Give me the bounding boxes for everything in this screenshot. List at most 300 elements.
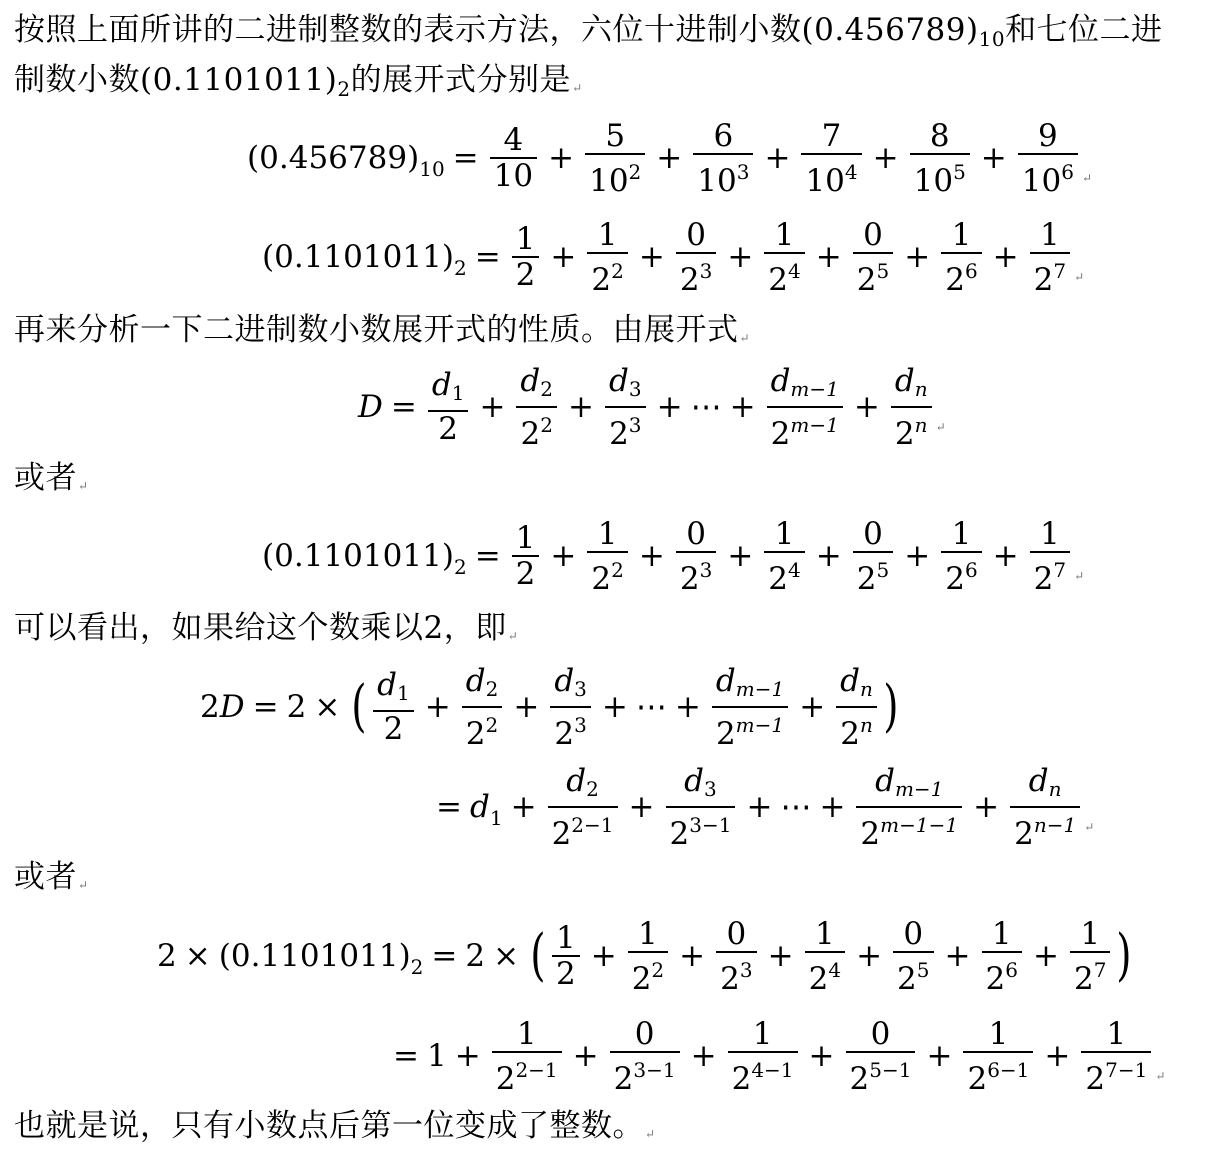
operator: + — [872, 140, 899, 176]
fraction — [805, 917, 845, 996]
numerator — [712, 664, 788, 706]
numerator-base: d — [465, 662, 486, 699]
equation-2d-general-result — [428, 762, 1094, 852]
operator: + — [926, 1038, 953, 1074]
operator: + — [550, 239, 577, 275]
operator: + — [656, 389, 683, 425]
text: 可以看出，如果给这个数乘以2，即 — [14, 610, 507, 646]
numerator-base: 0 — [726, 915, 747, 952]
equation-2d-general — [200, 662, 902, 752]
operator: + — [572, 1038, 599, 1074]
numerator-base: 4 — [503, 122, 524, 158]
numerator — [1034, 119, 1062, 153]
paragraph-conclusion — [14, 1106, 656, 1154]
numerator-base: 1 — [1080, 915, 1101, 952]
denominator-base: 2 — [1033, 261, 1054, 298]
numerator-base: 0 — [903, 915, 924, 952]
fraction — [891, 364, 932, 451]
denominator — [941, 553, 981, 596]
denominator-base: 2 — [849, 1060, 870, 1097]
operator: + — [815, 538, 842, 574]
subscript: 2 — [337, 77, 351, 101]
subscript: 10 — [419, 157, 445, 181]
numerator-base: d — [520, 362, 541, 399]
operator: + — [550, 538, 577, 574]
denominator-base: 10 — [493, 158, 534, 194]
exponent: 6 — [964, 258, 978, 283]
fraction — [728, 1017, 798, 1096]
numerator — [605, 364, 646, 406]
fraction — [605, 364, 646, 451]
denominator — [693, 155, 753, 198]
paragraph-mark: ↵ — [935, 420, 946, 434]
operator: + — [1044, 1038, 1071, 1074]
denominator-base: 2 — [768, 560, 789, 597]
exponent: 4 — [828, 957, 842, 982]
paragraph-mark: ↵ — [1074, 569, 1085, 583]
exponent: 4 — [788, 557, 801, 582]
parenthesis: ( — [530, 923, 546, 988]
numerator — [550, 664, 591, 706]
fraction — [910, 119, 970, 198]
numerator-subscript: 3 — [628, 376, 642, 401]
exponent: 3 — [739, 957, 753, 982]
fraction — [373, 668, 414, 746]
numerator — [771, 218, 799, 252]
exponent: 3−1 — [689, 812, 732, 837]
numerator-base: 1 — [515, 221, 536, 257]
fraction — [1030, 517, 1070, 596]
paragraph-mark: ↵ — [1155, 1069, 1166, 1083]
operator: + — [746, 789, 773, 825]
exponent: 2 — [611, 258, 624, 283]
subscript: 2 — [453, 256, 467, 280]
exponent: 5 — [876, 557, 890, 582]
denominator — [764, 553, 804, 596]
denominator-base: 2 — [1014, 815, 1034, 852]
numerator — [723, 917, 751, 951]
operator: + — [819, 789, 846, 825]
numerator-base: 0 — [686, 515, 706, 552]
operator: = — [474, 239, 501, 275]
denominator — [1081, 1053, 1151, 1096]
denominator — [628, 953, 668, 996]
denominator-base: 10 — [1021, 162, 1062, 199]
numerator — [926, 119, 954, 153]
fraction — [490, 123, 537, 193]
numerator — [1036, 218, 1064, 252]
fraction — [492, 1017, 562, 1096]
operator: + — [904, 538, 931, 574]
operator: + — [628, 789, 655, 825]
text: 再来分析一下二进制数小数展开式的性质。由展开式 — [14, 312, 739, 348]
equation-2x-binary — [157, 911, 1135, 1001]
parenthesis: ( — [351, 674, 367, 739]
paragraph-mark: ↵ — [1084, 820, 1095, 834]
paragraph-mark: ↵ — [78, 479, 89, 493]
numerator — [516, 364, 557, 406]
fraction — [512, 521, 540, 591]
numerator — [871, 764, 947, 806]
text: 也就是说，只有小数点后第一位变成了整数。 — [14, 1108, 644, 1144]
exponent: m−1−1 — [880, 812, 959, 837]
numerator — [512, 521, 540, 555]
operator: + — [767, 938, 794, 974]
numerator-base: 1 — [951, 216, 972, 253]
denominator — [1010, 808, 1080, 851]
paragraph-or-2 — [14, 857, 89, 905]
denominator — [492, 1053, 562, 1096]
denominator-base: 2 — [770, 415, 791, 452]
fraction — [941, 517, 981, 596]
denominator — [1070, 953, 1110, 996]
numerator — [594, 517, 622, 551]
text: 按照上面所讲的二进制整数的表示方法，六位十进制小数(0.456789) — [14, 12, 979, 48]
numerator — [1103, 1017, 1131, 1051]
denominator-base: 2 — [495, 1060, 516, 1097]
denominator — [856, 808, 962, 851]
denominator-base: 2 — [897, 960, 917, 997]
operator: = — [436, 789, 462, 825]
numerator — [634, 917, 662, 951]
fraction — [676, 218, 716, 297]
numerator — [767, 364, 843, 406]
math-text: d — [469, 789, 490, 825]
denominator-base: 2 — [860, 815, 881, 852]
exponent: 4 — [844, 159, 858, 184]
denominator — [891, 408, 932, 451]
numerator-subscript: 2 — [540, 376, 554, 401]
numerator-base: d — [684, 762, 705, 799]
numerator — [859, 517, 887, 551]
numerator — [811, 917, 839, 951]
denominator-base: 2 — [1073, 960, 1094, 997]
numerator-base: 0 — [870, 1015, 891, 1052]
paragraph-mark: ↵ — [739, 331, 751, 345]
operator: + — [656, 140, 683, 176]
numerator-base: 8 — [929, 117, 950, 154]
exponent: n — [859, 712, 873, 737]
fraction — [693, 119, 753, 198]
exponent: 7 — [1053, 557, 1067, 582]
operator: + — [479, 389, 506, 425]
equation-general-expansion — [358, 362, 946, 452]
operator: × — [314, 689, 341, 725]
denominator — [836, 708, 877, 751]
paragraph-analysis — [14, 310, 750, 358]
exponent: 2 — [611, 557, 624, 582]
operator: = — [452, 140, 479, 176]
numerator — [373, 668, 414, 710]
denominator-base: 2 — [515, 556, 536, 592]
denominator — [380, 712, 408, 746]
paragraph-intro-line-1 — [14, 10, 1163, 59]
numerator-base: 9 — [1038, 117, 1058, 154]
operator: + — [1032, 938, 1059, 974]
numerator — [771, 517, 799, 551]
numerator-subscript: 2 — [586, 776, 599, 801]
numerator-base: d — [566, 762, 587, 799]
exponent: 2 — [540, 412, 553, 437]
equation-decimal-expansion — [247, 113, 1092, 203]
operator: = — [431, 938, 458, 974]
operator: + — [568, 389, 594, 425]
numerator — [552, 921, 580, 955]
fraction — [428, 368, 469, 446]
numerator-base: 1 — [638, 915, 658, 952]
numerator — [867, 1017, 895, 1051]
denominator-base: 10 — [589, 162, 629, 199]
denominator — [805, 953, 845, 996]
fraction — [716, 917, 756, 996]
numerator-base: 1 — [1040, 216, 1060, 253]
denominator-base: 2 — [438, 411, 458, 447]
fraction — [666, 764, 736, 851]
math-text: ⋯ — [690, 389, 722, 425]
exponent: 2 — [628, 159, 642, 184]
numerator — [818, 119, 846, 153]
denominator — [585, 155, 645, 198]
equation-binary-expansion-repeat — [262, 511, 1084, 601]
denominator-base: 2 — [520, 415, 541, 452]
denominator-base: 2 — [967, 1060, 988, 1097]
subscript: 1 — [489, 806, 503, 830]
denominator — [676, 254, 716, 297]
operator: × — [184, 938, 211, 974]
fraction — [856, 764, 962, 851]
denominator — [605, 408, 645, 451]
denominator — [676, 553, 716, 596]
denominator — [910, 155, 970, 198]
exponent: 6 — [1005, 957, 1018, 982]
exponent: 2−1 — [515, 1057, 558, 1082]
numerator — [985, 1017, 1013, 1051]
exponent: 3 — [628, 412, 642, 437]
denominator — [853, 553, 893, 596]
numerator-base: 1 — [814, 915, 835, 952]
denominator-base: 2 — [985, 960, 1006, 997]
denominator-base: 2 — [1085, 1060, 1106, 1097]
paragraph-multiply — [14, 608, 518, 656]
fraction — [1081, 1017, 1151, 1096]
text: 和七位二进 — [1005, 12, 1163, 48]
denominator-base: 2 — [945, 560, 965, 597]
math-text: ⋯ — [780, 789, 812, 825]
exponent: 7 — [1093, 957, 1107, 982]
numerator-base: d — [715, 662, 736, 699]
fraction — [585, 119, 645, 198]
fraction — [516, 364, 557, 451]
fraction — [587, 218, 627, 297]
denominator-base: 2 — [551, 815, 572, 852]
numerator — [891, 364, 932, 406]
denominator — [853, 254, 893, 297]
operator: + — [856, 938, 883, 974]
numerator — [836, 664, 877, 706]
numerator — [948, 517, 976, 551]
numerator-subscript: n — [1048, 776, 1062, 801]
numerator — [1076, 917, 1104, 951]
numerator-subscript: m−1 — [735, 676, 785, 701]
numerator — [594, 218, 622, 252]
denominator-base: 2 — [631, 960, 652, 997]
fraction — [1010, 764, 1080, 851]
numerator-base: 1 — [774, 515, 795, 552]
math-text: ⋯ — [635, 689, 667, 725]
denominator-base: 2 — [515, 257, 536, 293]
operator: + — [729, 389, 756, 425]
numerator-base: 1 — [1106, 1015, 1127, 1052]
exponent: m−1 — [790, 412, 839, 437]
exponent: 4−1 — [751, 1057, 794, 1082]
fraction — [628, 917, 668, 996]
operator: + — [992, 538, 1019, 574]
exponent: 5 — [876, 258, 890, 283]
math-text: 2D — [200, 689, 245, 725]
denominator-base: 2 — [591, 261, 612, 298]
numerator-base: 0 — [863, 515, 883, 552]
exponent: 6−1 — [987, 1057, 1030, 1082]
denominator — [548, 808, 618, 851]
numerator-subscript: 1 — [397, 681, 410, 705]
operator: + — [980, 140, 1007, 176]
numerator-subscript: 3 — [704, 776, 717, 801]
operator: + — [764, 140, 791, 176]
numerator — [859, 218, 887, 252]
denominator — [462, 708, 502, 751]
numerator — [1025, 764, 1066, 806]
denominator-base: 2 — [856, 560, 877, 597]
numerator-base: 1 — [597, 515, 618, 552]
paragraph-mark: ↵ — [78, 878, 89, 892]
denominator — [552, 957, 580, 991]
equation-binary-expansion — [262, 212, 1084, 302]
operator: + — [510, 789, 537, 825]
parenthesis: ) — [883, 674, 899, 739]
exponent: 2−1 — [571, 812, 614, 837]
numerator-base: d — [609, 362, 629, 399]
operator: = — [390, 389, 417, 425]
exponent: 3 — [699, 557, 713, 582]
operator: + — [815, 239, 842, 275]
numerator-base: d — [894, 362, 915, 399]
numerator-base: d — [377, 667, 398, 703]
math-text: 2 — [157, 938, 177, 974]
numerator-base: 0 — [634, 1015, 655, 1052]
math-text: 1 — [426, 1038, 447, 1074]
denominator-base: 2 — [894, 415, 915, 452]
operator: + — [601, 689, 628, 725]
operator: = — [252, 689, 279, 725]
paragraph-mark: ↵ — [645, 1127, 656, 1141]
numerator-subscript: 1 — [451, 381, 465, 405]
numerator — [899, 917, 927, 951]
numerator-base: 1 — [752, 1015, 773, 1052]
exponent: 3 — [699, 258, 713, 283]
numerator-base: d — [431, 367, 452, 403]
operator: + — [727, 239, 754, 275]
denominator — [846, 1053, 916, 1096]
numerator-base: 1 — [774, 216, 795, 253]
numerator-base: 1 — [555, 920, 576, 956]
paragraph-mark: ↵ — [507, 629, 519, 643]
denominator — [1030, 254, 1070, 297]
denominator — [512, 258, 540, 292]
operator: + — [690, 1038, 717, 1074]
numerator-subscript: m−1 — [790, 376, 839, 401]
text: 制数小数(0.1101011) — [14, 62, 338, 98]
math-text: 2 — [465, 938, 486, 974]
numerator — [562, 764, 603, 806]
operator: + — [638, 538, 665, 574]
fraction — [764, 517, 804, 596]
denominator — [728, 1053, 798, 1096]
paragraph-or-1 — [14, 458, 89, 506]
parenthesis: ) — [1116, 923, 1133, 988]
numerator-base: 6 — [713, 117, 734, 154]
fraction — [941, 218, 981, 297]
denominator — [963, 1053, 1033, 1096]
denominator-base: 2 — [613, 1060, 634, 1097]
denominator — [512, 557, 540, 591]
numerator-subscript: 3 — [574, 676, 587, 701]
denominator-base: 2 — [731, 1060, 752, 1097]
paragraph-mark: ↵ — [1074, 270, 1085, 284]
denominator-base: 2 — [715, 715, 736, 752]
denominator-base: 2 — [720, 960, 740, 997]
denominator — [490, 159, 537, 193]
text: 或者 — [14, 460, 77, 496]
numerator — [631, 1017, 659, 1051]
fraction — [548, 764, 618, 851]
paragraph-mark: ↵ — [572, 81, 583, 95]
fraction — [846, 1017, 916, 1096]
numerator-base: d — [1028, 762, 1049, 799]
denominator — [434, 412, 462, 446]
denominator-base: 2 — [679, 560, 700, 597]
operator: + — [548, 140, 575, 176]
denominator-base: 2 — [679, 261, 700, 298]
fraction — [462, 664, 503, 751]
operator: + — [513, 689, 540, 725]
operator: × — [493, 938, 520, 974]
denominator — [666, 808, 736, 851]
numerator-subscript: 2 — [485, 676, 499, 701]
fraction — [610, 1017, 680, 1096]
numerator-base: 1 — [515, 520, 536, 556]
operator: + — [904, 239, 931, 275]
exponent: 4 — [788, 258, 801, 283]
fraction — [712, 664, 788, 751]
fraction — [893, 917, 933, 996]
denominator — [941, 254, 981, 297]
numerator-base: 1 — [516, 1015, 537, 1052]
denominator — [764, 254, 804, 297]
denominator-base: 2 — [945, 261, 965, 298]
denominator — [716, 953, 756, 996]
exponent: m−1 — [735, 712, 785, 737]
numerator-base: d — [840, 662, 861, 699]
denominator — [982, 953, 1022, 996]
operator: = — [474, 538, 501, 574]
denominator-base: 2 — [555, 956, 576, 992]
denominator-base: 2 — [1033, 560, 1054, 597]
numerator-base: 1 — [991, 915, 1012, 952]
exponent: n — [914, 412, 928, 437]
exponent: 5 — [953, 159, 966, 184]
text: 或者 — [14, 859, 77, 895]
numerator — [1036, 517, 1064, 551]
